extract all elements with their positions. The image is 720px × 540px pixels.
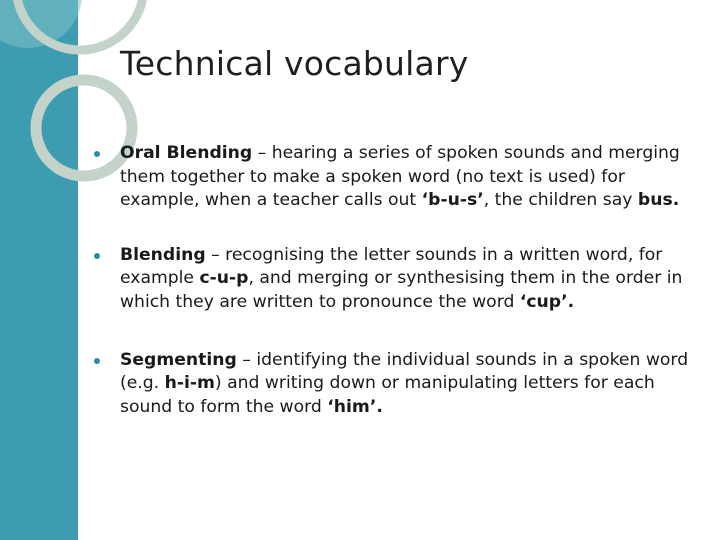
bullet-dot-icon bbox=[94, 358, 100, 364]
example-text: ‘cup’ bbox=[519, 291, 568, 312]
bullet-list bbox=[92, 142, 692, 450]
definition-text: – identifying the individual sounds in a spoken word (e.g. bbox=[120, 349, 689, 394]
bullet-dot-icon bbox=[94, 253, 100, 259]
example-text: ‘b-u-s’ bbox=[421, 190, 484, 211]
example-text: h-i-m bbox=[164, 373, 215, 394]
punctuation: . bbox=[567, 291, 575, 312]
punctuation: . bbox=[672, 190, 680, 211]
example-text: c-u-p bbox=[199, 268, 249, 289]
punctuation: . bbox=[376, 396, 383, 417]
slide-title: Technical vocabulary bbox=[120, 44, 469, 83]
term-label: Oral Blending bbox=[120, 143, 253, 163]
example-text: bus bbox=[637, 190, 673, 211]
definition-text: – hearing a series of spoken sounds and merging them together to make a spoken word (no text is used) for example, when a teacher calls out bbox=[120, 143, 680, 211]
definition-text: , the children say bbox=[483, 190, 638, 211]
term-label: Segmenting bbox=[120, 349, 237, 370]
bullet-dot-icon bbox=[94, 151, 100, 157]
bullet-segmenting bbox=[92, 349, 692, 420]
term-label: Blending bbox=[120, 244, 206, 265]
example-text: ‘him’ bbox=[327, 396, 377, 417]
bullet-oral-blending bbox=[92, 142, 692, 213]
definition-text: , and merging or synthesising them in the order in which they are written to pronounce the word bbox=[120, 268, 683, 312]
bullet-blending bbox=[92, 244, 692, 315]
definition-text: – recognising the letter sounds in a written word, for example bbox=[120, 244, 663, 289]
definition-text: ) and writing down or manipulating letters for each sound to form the word bbox=[120, 373, 655, 417]
